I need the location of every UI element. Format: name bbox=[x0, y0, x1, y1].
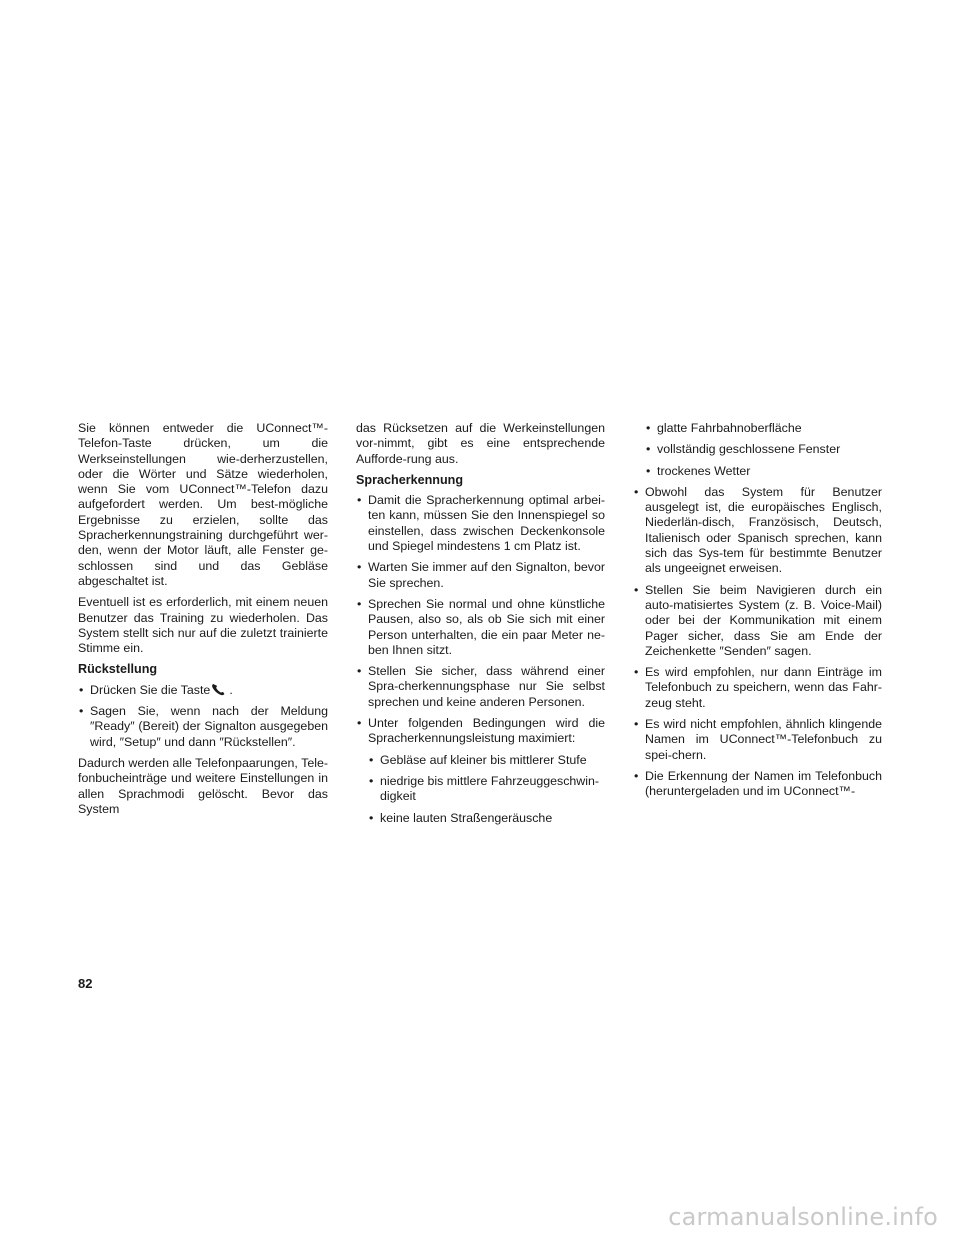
list-item: • vollständig geschlossene Fenster bbox=[646, 442, 841, 457]
list-item: • Stellen Sie beim Navigieren durch ein auto-matisiertes System (z. B. Voice-Mail) oder bei der Kommunikation mit einem Pager sicher, dass Sie am Ende der Zeichenkette ″Senden″ sagen. bbox=[634, 582, 882, 658]
column-1 bbox=[78, 421, 328, 823]
list-item: • Es wird nicht empfohlen, ähnlich klingende Namen im UConnect™-Telefonbuch zu spei-chern. bbox=[634, 717, 882, 762]
paragraph-reset-effect: Dadurch werden alle Telefonpaarungen, Tele-fonbucheinträge und weitere Einstellungen in allen Sprachmodi gelöscht. Bevor das System bbox=[78, 755, 328, 816]
list-item: • Warten Sie immer auf den Signalton, bevor Sie sprechen. bbox=[357, 560, 605, 590]
list-item: • Es wird empfohlen, nur dann Einträge im Telefonbuch zu speichern, wenn das Fahr-zeug steht. bbox=[634, 665, 882, 710]
heading-spracherkennung: Spracherkennung bbox=[356, 472, 464, 487]
bullet-glyph: • bbox=[357, 664, 362, 679]
bullet-glyph: • bbox=[357, 493, 362, 508]
phone-icon bbox=[211, 683, 227, 696]
column-2 bbox=[356, 421, 605, 832]
list-item: • niedrige bis mittlere Fahrzeuggeschwin-digkeit bbox=[369, 773, 600, 804]
list-item: • Sprechen Sie normal und ohne künstliche Pausen, also so, als ob Sie sich mit einer Person unterhalten, die ein paar Meter ne-ben Ihnen sitzt. bbox=[357, 596, 605, 657]
bullet-glyph: • bbox=[357, 560, 362, 575]
bullet-glyph: • bbox=[369, 810, 374, 825]
list-item: • Sagen Sie, wenn nach der Meldung ″Ready″ (Bereit) der Signalton ausgegeben wird, ″Setup″ und dann ″Rückstellen″. bbox=[79, 704, 328, 749]
bullet-glyph: • bbox=[634, 768, 639, 783]
bullet-glyph: • bbox=[634, 717, 639, 732]
list-item: • Unter folgenden Bedingungen wird die Spracherkennungsleistung maximiert: bbox=[357, 716, 605, 746]
bullet-glyph: • bbox=[369, 773, 374, 788]
bullet-glyph: • bbox=[634, 582, 639, 597]
list-item: • Obwohl das System für Benutzer ausgelegt ist, die europäisches Englisch, Niederlän-disch, Französisch, Deutsch, Italienisch oder Spanisch sprechen, kann sich das Sys-tem für bestimmte Benutzer als ungeeignet erweisen. bbox=[634, 484, 882, 576]
list-item: • keine lauten Straßengeräusche bbox=[369, 810, 553, 825]
list-item: • Damit die Spracherkennung optimal arbei-ten kann, müssen Sie den Innenspiegel so einstellen, dass zwischen Deckenkonsole und Spiegel mindestens 1 cm Platz ist. bbox=[357, 493, 605, 554]
bullet-glyph: • bbox=[369, 752, 374, 767]
list-item: • trockenes Wetter bbox=[646, 463, 751, 478]
page-number: 82 bbox=[78, 976, 93, 991]
paragraph-retrain: Eventuell ist es erforderlich, mit einem neuen Benutzer das Training zu wiederholen. Das System stellt sich nur auf die zuletzt trainierte Stimme ein. bbox=[78, 595, 328, 656]
paragraph-intro: Sie können entweder die UConnect™-Telefon-Taste drücken, um die Werkseinstellungen wie-derherzustellen, oder die Wörter und Sätze wiederholen, wenn Sie vom UConnect™-Telefon dazu aufgefordert werden. Um best-mögliche Ergebnisse zu erzielen, sollte das Spracherkennungstraining durchgeführt wer-den, wenn der Motor läuft, alle Fenster ge-schlossen sind und das Gebläse abgeschaltet ist. bbox=[78, 421, 328, 588]
bullet-glyph: • bbox=[646, 421, 651, 435]
bullet-glyph: • bbox=[634, 665, 639, 680]
bullet-glyph: • bbox=[646, 463, 651, 478]
voice-tips-list bbox=[356, 493, 605, 746]
bullet-glyph: • bbox=[357, 716, 362, 731]
heading-rueckstellung: Rückstellung bbox=[78, 662, 158, 677]
bullet-glyph: • bbox=[357, 596, 362, 611]
bullet-glyph: • bbox=[646, 442, 651, 457]
paragraph-reset-prompt: das Rücksetzen auf die Werkeinstellungen vor-nimmt, gibt es eine entsprechende Aufforde-rung aus. bbox=[356, 421, 605, 466]
conditions-sublist bbox=[356, 753, 605, 826]
bullet-glyph: • bbox=[79, 682, 84, 697]
list-item: • Gebläse auf kleiner bis mittlerer Stufe bbox=[369, 752, 587, 767]
bullet-glyph: • bbox=[79, 704, 84, 719]
list-item: • Drücken Sie die Taste . bbox=[79, 682, 233, 697]
reset-steps-list bbox=[78, 683, 328, 750]
column-3 bbox=[633, 421, 882, 806]
bullet-glyph: • bbox=[634, 484, 639, 499]
list-item: • Die Erkennung der Namen im Telefonbuch (heruntergeladen und im UConnect™- bbox=[634, 768, 882, 799]
conditions-sublist-continued bbox=[633, 421, 882, 479]
list-item: • Stellen Sie sicher, dass während einer Spra-cherkennungsphase nur Sie selbst sprechen und keine anderen Personen. bbox=[357, 664, 605, 709]
voice-notes-list bbox=[633, 485, 882, 800]
list-item: • glatte Fahrbahnoberfläche bbox=[646, 421, 802, 435]
watermark: carmanualsonline.info bbox=[668, 1203, 938, 1231]
